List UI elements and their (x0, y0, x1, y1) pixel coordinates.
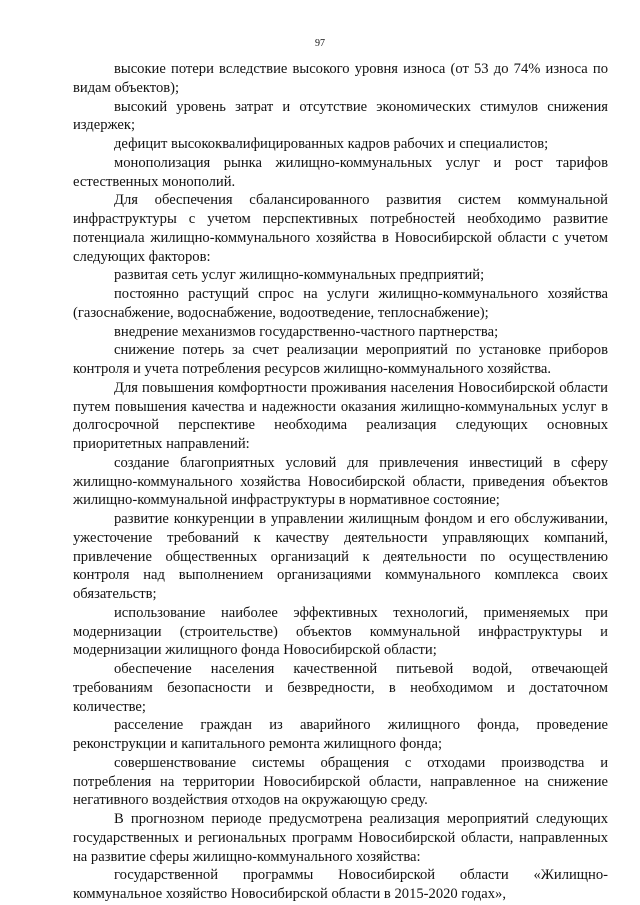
paragraph-resettlement: расселение граждан из аварийного жилищного фонда, проведение реконструкции и капитального ремонта жилищного фонда; (73, 717, 608, 752)
paragraph-service-network: развитая сеть услуг жилищно-коммунальных предприятий; (114, 267, 485, 284)
paragraph-growing-demand: постоянно растущий спрос на услуги жилищно-коммунального хозяйства (газоснабжение, водоснабжение, водоотведение, теплоснабжение); (73, 286, 608, 321)
paragraph-technologies: использование наиболее эффективных технологий, применяемых при модернизации (строительстве) объектов коммунальной инфраструктуры и модернизации жилищного фонда Новосибирской области; (73, 604, 608, 659)
paragraph-balanced-development: Для обеспечения сбалансированного развития систем коммунальной инфраструктуры с учетом перспективных потребностей необходимо развитие потенциала жилищно-коммунального хозяйства в Новосибирской области с учетом следующих факторов: (73, 192, 608, 265)
paragraph-monopolization: монополизация рынка жилищно-коммунальных услуг и рост тарифов естественных монополий. (73, 154, 608, 190)
body-text (73, 60, 608, 904)
paragraph-drinking-water: обеспечение населения качественной питьевой водой, отвечающей требованиям безопасности и безвредности, в необходимом и достаточном количестве; (73, 661, 608, 715)
paragraph-competition: развитие конкуренции в управлении жилищным фондом и его обслуживании, ужесточение требований к качеству деятельности управляющих компаний, привлечение общественных организаций к деятельности по осуществлению контроля над выполнением организациями коммунального комплекса своих обязательств; (73, 511, 608, 602)
paragraph-comfort-improvement: Для повышения комфортности проживания населения Новосибирской области путем повышения качества и надежности оказания жилищно-коммунальных услуг в долгосрочной перспективе необходима реализация следующих основных приоритетных направлений: (73, 379, 608, 452)
paragraph-high-costs: высокий уровень затрат и отсутствие экономических стимулов снижения издержек; (73, 98, 608, 134)
paragraph-loss-reduction: снижение потерь за счет реализации мероприятий по установке приборов контроля и учета потребления ресурсов жилищно-коммунального хозяйства. (73, 342, 608, 377)
paragraph-forecast-period: В прогнозном периоде предусмотрена реализация мероприятий следующих государственных и региональных программ Новосибирской области, направленных на развитие сферы жилищно-коммунального хозяйства: (73, 811, 608, 865)
paragraph-investment-conditions: создание благоприятных условий для привлечения инвестиций в сферу жилищно-коммунального хозяйства Новосибирской области, приведения объектов жилищно-коммунальной инфраструктуры в нормативное состояние; (73, 454, 608, 509)
paragraph-high-losses: высокие потери вследствие высокого уровня износа (от 53 до 74% износа по видам объектов); (73, 61, 608, 96)
paragraph-waste-management: совершенствование системы обращения с отходами производства и потребления на территории Новосибирской области, направленное на снижение негативного воздействия отходов на окружающую среду. (73, 754, 608, 809)
paragraph-staff-deficit: дефицит высококвалифицированных кадров рабочих и специалистов; (114, 136, 549, 152)
page-number: 97 (315, 38, 325, 49)
paragraph-state-program: государственной программы Новосибирской области «Жилищно-коммунальное хозяйство Новосибирской области в 2015-2020 годах», (73, 867, 608, 902)
paragraph-ppp-mechanisms: внедрение механизмов государственно-частного партнерства; (114, 323, 499, 340)
